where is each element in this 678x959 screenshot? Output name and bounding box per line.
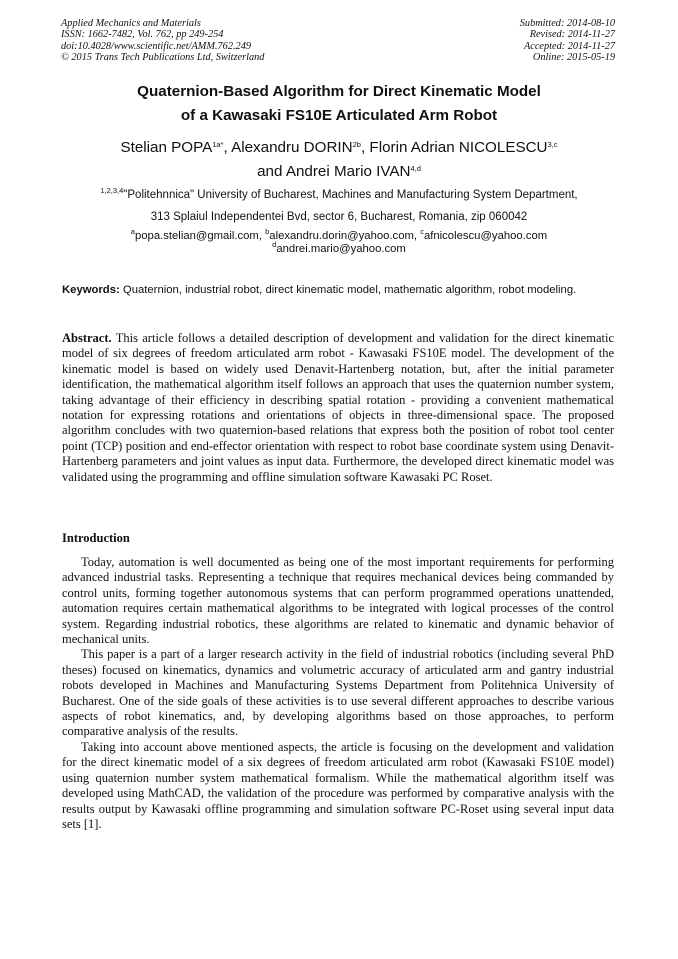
journal-header: [61, 18, 264, 63]
affiliation-line-2: 313 Splaiul Independentei Bvd, sector 6, Bucharest, Romania, zip 060042: [150, 211, 528, 223]
emails-line-2: [0, 240, 678, 256]
author-line-1: Stelian $POPA^{1a*}$, Alexandru $DORIN^{2b}$, Florin Adrian NICOLESCU$^{3,c}$: [120, 139, 558, 156]
abstract-text: This article follows a detailed description of development and validation for the direct kinematic model of six degrees of freedom articulated arm robot - Kawasaki FS10E model. The development of the kinematic model is based on widely used Denavit-Hartenberg notation, but, after the initial parameter identification, the mathematical algorithm itself follows an approach that uses the quaternion number system, taking advantage of their efficiency in describing spatial rotation - providing a convenient mathematical notation for expressing rotations and orientations of objects in three-dimensional space. The proposed algorithm concludes with two quaternion-based relations that express both the position of robot tool center point (TCP) position and end-effector orientation with respect to robot base coordinate system using Denavit-Hartenberg parameters and joint values as input data. Furthermore, the developed direct kinematic model was validated using the programming and offline simulation software Kawasaki PC Roset.: [62, 331, 614, 484]
abstract: [62, 331, 614, 485]
author-name: Andrei Mario IVAN: [285, 163, 411, 180]
email-superscript: d: [272, 240, 277, 249]
email-link[interactable]: alexandru.dorin@yahoo.com,: [269, 230, 421, 242]
keywords-label: Keywords:: [62, 284, 120, 296]
date-accepted: Accepted: 2014-11-27: [523, 40, 615, 52]
author-list: [0, 136, 678, 184]
keywords-text: Quaternion, industrial robot, direct kinematic model, mathematic algorithm, robot modeling.: [119, 284, 577, 296]
affiliation-line-1: [0, 184, 678, 206]
author-conjunction: and: [257, 163, 283, 180]
journal-doi: doi:10.4028/www.scientific.net/AMM.762.249: [61, 40, 251, 52]
author-superscript: 4,d: [410, 164, 421, 173]
email-superscript: b: [265, 227, 270, 236]
email-superscript: a: [130, 227, 135, 236]
paragraph: Today, automation is well documented as being one of the most important requirements for performing advanced industrial tasks. Representing a technique that requires mechanical devices being commanded by control units, forming together autonomous systems that can perform programmed operations unattended, automation requires certain mathematical algorithms to be integrated with logical processes of the control system. Regarding industrial robotics, these algorithms are related to kinematic and dynamic behavior of mechanical units.: [62, 555, 614, 647]
author-emails: [0, 227, 678, 256]
author-name: Florin Adrian NICOLESCU: [369, 139, 548, 156]
email-superscript: c: [420, 227, 424, 236]
email-link[interactable]: andrei.mario@yahoo.com: [276, 243, 406, 255]
journal-name: Applied Mechanics and Materials: [61, 18, 201, 29]
paper-title: [0, 80, 678, 128]
date-revised: Revised: 2014-11-27: [529, 29, 615, 41]
author-name: Alexandru DORIN: [231, 139, 353, 156]
author-superscript: 3,c: [547, 140, 558, 149]
affiliation-superscript: 1,2,3,4: [100, 186, 124, 195]
date-online: Online: 2015-05-19: [532, 51, 615, 63]
author-superscript: 2b: [352, 140, 361, 149]
journal-copyright: © 2015 Trans Tech Publications Ltd, Switzerland: [61, 51, 265, 63]
section-heading-introduction: Introduction: [62, 531, 130, 545]
author-name: Stelian POPA: [120, 139, 213, 156]
author-line-2: [0, 160, 678, 184]
keywords: [62, 283, 614, 298]
emails-line-1: [0, 227, 678, 243]
introduction-body: [62, 555, 614, 832]
publication-dates: [520, 18, 615, 63]
journal-issn: ISSN: 1662-7482, Vol. 762, pp 249-254: [61, 29, 224, 41]
email-link[interactable]: popa.stelian@gmail.com,: [134, 230, 266, 242]
email-link[interactable]: afnicolescu@yahoo.com: [423, 230, 548, 242]
date-submitted: Submitted: 2014-08-10: [519, 18, 615, 29]
paragraph: This paper is a part of a larger research activity in the field of industrial robotics (including several PhD theses) focused on kinematics, dynamics and volumetric accuracy of articulated arm and gantry industrial robots developed in Machines and Manufacturing Systems Department from Politehnica University of Bucharest. One of the side goals of these activities is to use several different approaches to describe various aspects of robot kinematics, and, by developing algorithms based on those approaches, to perform comparative analysis of the results.: [62, 647, 614, 739]
author-superscript: 1a*: [212, 140, 224, 149]
paragraph: Taking into account above mentioned aspects, the article is focusing on the development and validation for the direct kinematic model of a six degrees of freedom articulated arm robot (Kawasaki FS10E model) using quaternion number system mathematical formalism. While the mathematical algorithm itself was developed using MathCAD, the validation of the procedure was performed by comparative analysis with the results output by Kawasaki offline programming and simulation software PC-Roset using several input data sets [1].: [62, 739, 614, 831]
title-line-1: Quaternion-Based Algorithm for Direct Kinematic Model: [137, 83, 541, 100]
abstract-label: Abstract.: [62, 331, 112, 345]
affiliation: [0, 184, 678, 228]
title-line-2: of a Kawasaki FS10E Articulated Arm Robot: [180, 107, 498, 124]
affiliation-text: "Politehnnica" University of Bucharest, Machines and Manufacturing System Department,: [123, 189, 578, 201]
